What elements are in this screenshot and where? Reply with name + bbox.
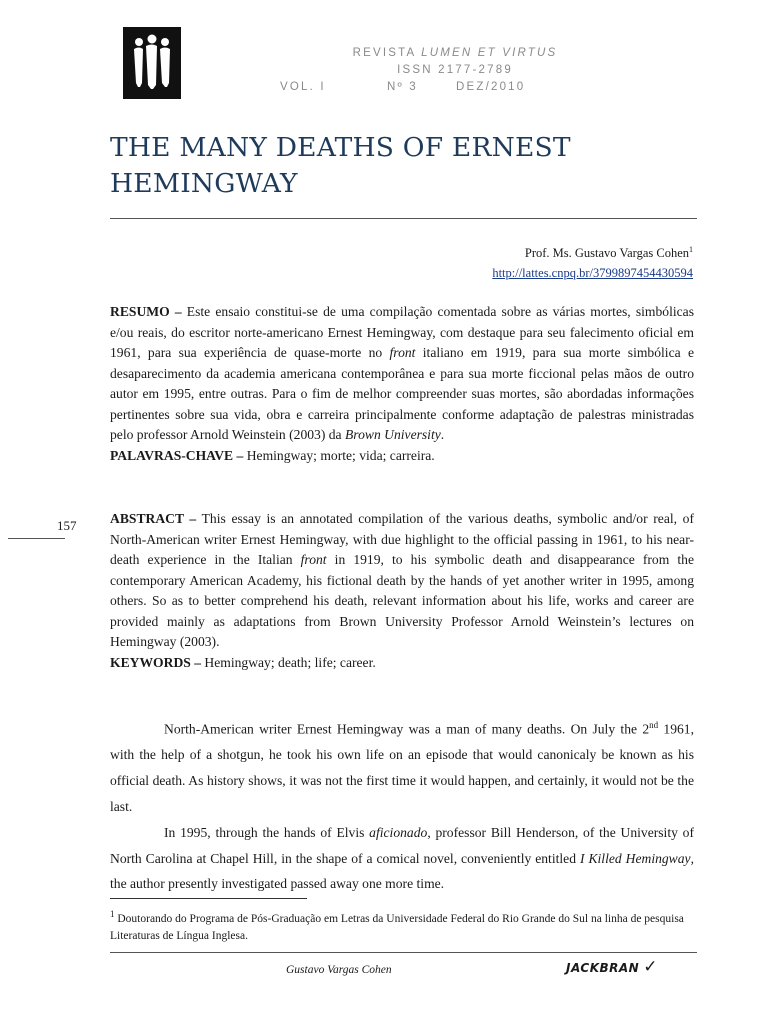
journal-issn: ISSN 2177-2789 (397, 64, 513, 76)
footnote: $^1$ Doutorando do Programa de Pós-Graduação em Letras da Universidade Federal do Rio Grande do Sul na linha de pesquisa Literaturas de Língua Inglesa. (110, 909, 684, 942)
footer-divider (110, 952, 697, 953)
journal-number: Nº 3 (387, 81, 418, 93)
journal-volume: VOL. I (280, 81, 326, 93)
resumo-paragraph: RESUMO – Este ensaio constitui-se de uma compilação comentada sobre as várias mortes, simbólicas e/ou reais, do escritor norte-americano Ernest Hemingway, com destaque para seu falecimento oficial em 1961, para sua experiência de quase-morte no front italiano em 1919, para sua morte simbólica e desaparecimento da academia americana contemporânea e para sua morte ficcional pelas mãos de outro autor em 1995, entre outras. Para o fim de melhor compreender suas mortes, são abordadas informações pertinentes sobre sua vida, obra e carreira principalmente conforme adaptação de palestras ministradas pelo professor Arnold Weinstein (2003) da Brown University. (110, 304, 694, 442)
abstract-paragraph: ABSTRACT – This essay is an annotated compilation of the various deaths, symbolic and/or real, of North-American writer Ernest Hemingway, with due highlight to the official passing in 1961, to his near-death experience in the Italian front in 1919, to his symbolic death and disappearance from the contemporary American Academy, his fictional death by the hands of yet another writer in 1995, among others. So as to better comprehend his death, relevant information about his life, works and career are provided mainly as adaptations from Brown University Professor Arnold Weinstein’s lectures on Hemingway (2003). (110, 511, 695, 649)
journal-issue-row (250, 79, 660, 96)
title-divider (110, 218, 697, 219)
palavras-chave: PALAVRAS-CHAVE – Hemingway; morte; vida; carreira. (110, 447, 435, 463)
abstract-section (110, 509, 694, 673)
author-block (492, 240, 693, 283)
author-footnote-mark: 1 (689, 245, 693, 254)
keywords: KEYWORDS – Hemingway; death; life; career. (110, 654, 376, 670)
article-body (110, 713, 694, 897)
body-paragraph-1: North-American writer Ernest Hemingway was a man of many deaths. On July the 2nd 1961, with the help of a shotgun, he took his own life on an episode that would canonicaly be known as his official death. As history shows, it was not the first time it would happen, and certainly, it would not be the last. (110, 720, 694, 814)
page-number: 157 (57, 518, 77, 533)
article-title: THE MANY DEATHS OF ERNEST HEMINGWAY (110, 132, 571, 199)
author-lattes-link[interactable]: http://lattes.cnpq.br/3799897454430594 (492, 266, 693, 281)
body-paragraph-2: In 1995, through the hands of Elvis aficionado, professor Bill Henderson, of the University of North Carolina at Chapel Hill, in the shape of a comical novel, conveniently entitled I Killed Hemingway, the author presently investigated passed away one more time. (110, 824, 694, 892)
page-number-rule (8, 538, 65, 539)
journal-date: DEZ/2010 (456, 81, 526, 93)
journal-logo (123, 27, 181, 99)
author-name-line: Prof. Ms. Gustavo Vargas Cohen$^1$ (524, 245, 693, 261)
footnote-divider (110, 898, 307, 899)
journal-header (250, 45, 660, 96)
footer-author: Gustavo Vargas Cohen (286, 964, 392, 976)
journal-name: LUMEN ET VIRTUS (421, 47, 558, 59)
journal-title: REVISTA LUMEN ET VIRTUS (352, 47, 558, 59)
check-icon: ✓ (643, 957, 658, 977)
resumo-label: RESUMO – (110, 304, 182, 319)
abstract-label: ABSTRACT – (110, 511, 197, 526)
resumo-section (110, 302, 694, 466)
footer-brand: JACKBRAN ✓ (566, 957, 658, 977)
footnote-mark: 1 (110, 909, 115, 919)
